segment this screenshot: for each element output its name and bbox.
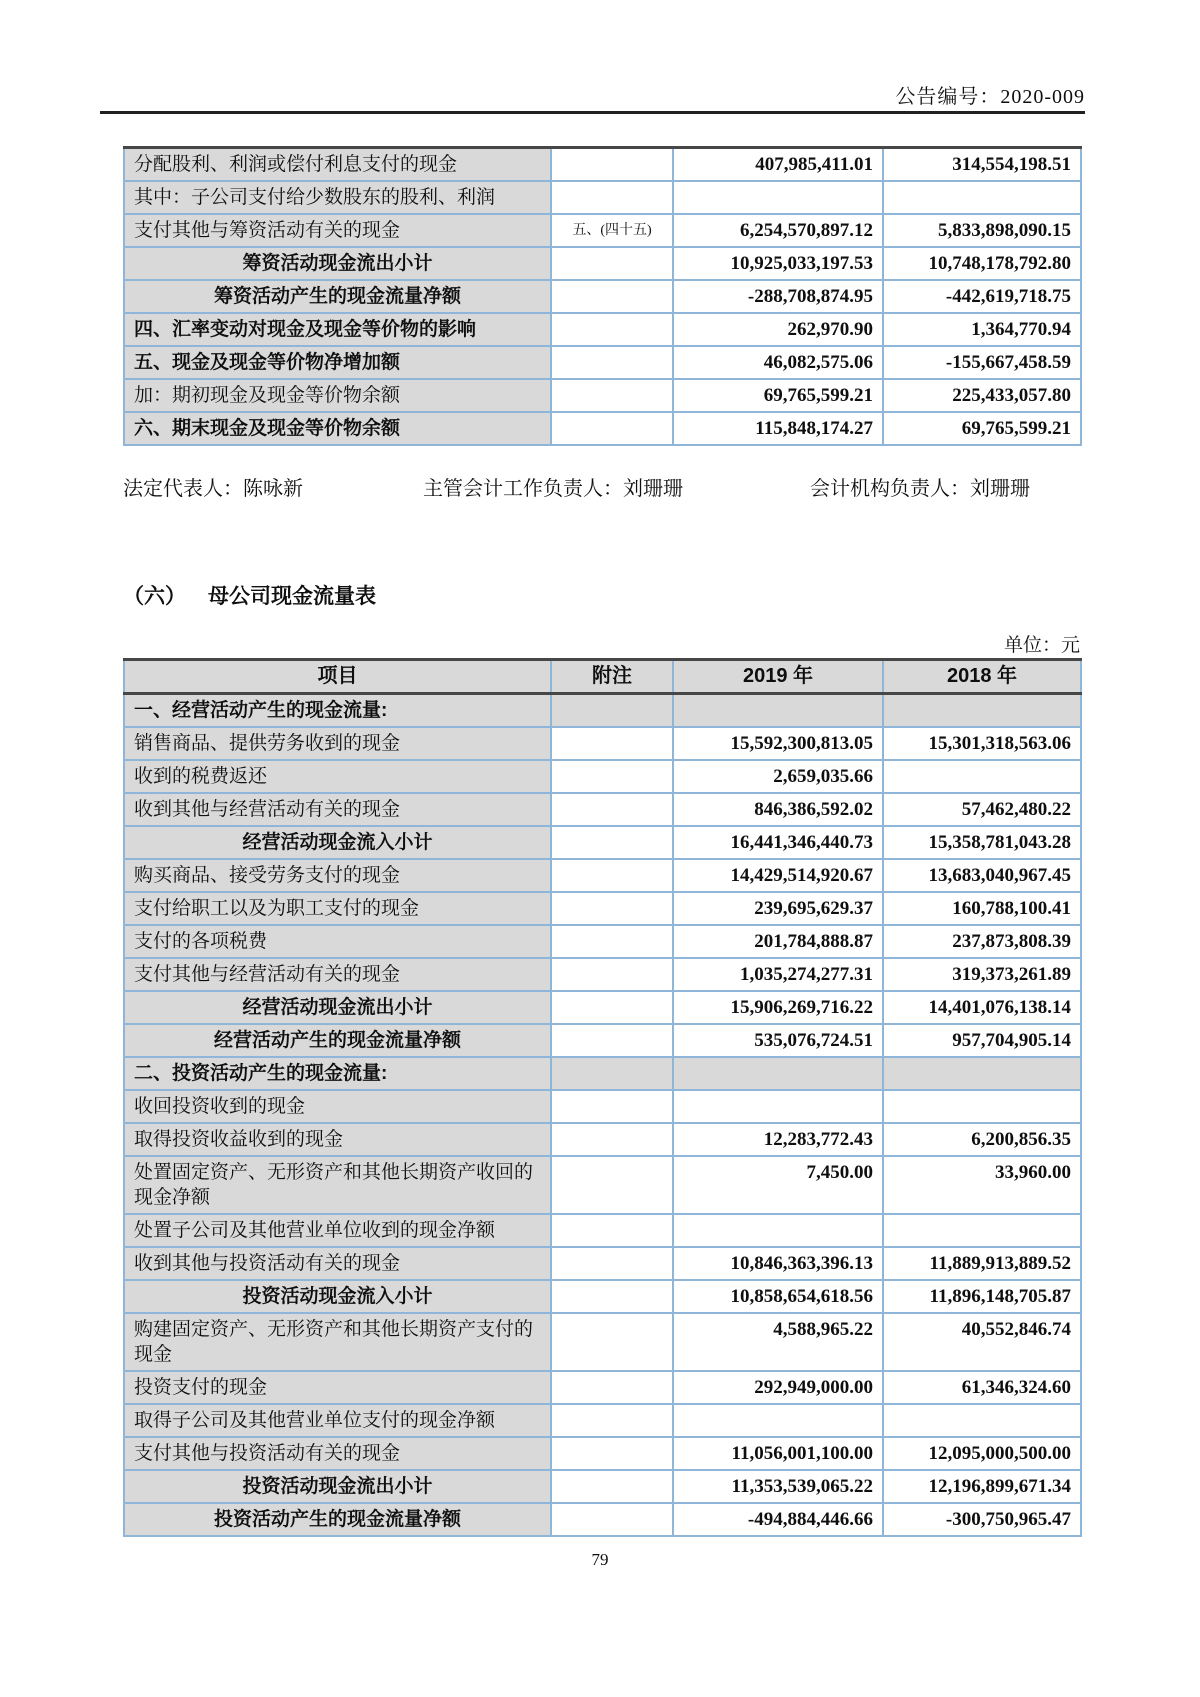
item-label: 购建固定资产、无形资产和其他长期资产支付的现金 — [124, 1313, 551, 1371]
value-2019: 407,985,411.01 — [673, 148, 883, 182]
item-label: 收到其他与投资活动有关的现金 — [124, 1247, 551, 1280]
announcement-number: 公告编号：2020-009 — [895, 86, 1085, 108]
table-row — [124, 1156, 1081, 1214]
value-2018: 15,358,781,043.28 — [883, 826, 1081, 859]
item-label: 支付其他与投资活动有关的现金 — [124, 1437, 551, 1470]
table-row — [124, 280, 1081, 313]
note-reference — [551, 1156, 673, 1214]
value-2018: 1,364,770.94 — [883, 313, 1081, 346]
table-row — [124, 346, 1081, 379]
value-2018: -300,750,965.47 — [883, 1503, 1081, 1536]
value-2019: 11,353,539,065.22 — [673, 1470, 883, 1503]
table-row — [124, 1057, 1081, 1090]
item-label: 销售商品、提供劳务收到的现金 — [124, 727, 551, 760]
table-row — [124, 1247, 1081, 1280]
value-2019: 16,441,346,440.73 — [673, 826, 883, 859]
table-row — [124, 892, 1081, 925]
value-2018 — [883, 1057, 1081, 1090]
value-2019: 2,659,035.66 — [673, 760, 883, 793]
item-label: 一、经营活动产生的现金流量: — [124, 694, 551, 728]
table-row — [124, 1470, 1081, 1503]
value-2019: 7,450.00 — [673, 1156, 883, 1214]
value-2018: 57,462,480.22 — [883, 793, 1081, 826]
note-reference: 五、(四十五) — [551, 214, 673, 247]
value-2018: 13,683,040,967.45 — [883, 859, 1081, 892]
value-2019 — [673, 1214, 883, 1247]
item-label: 投资活动现金流入小计 — [124, 1280, 551, 1313]
value-2018 — [883, 760, 1081, 793]
value-2019: 239,695,629.37 — [673, 892, 883, 925]
value-2018: 10,748,178,792.80 — [883, 247, 1081, 280]
table-row — [124, 826, 1081, 859]
signature-line — [123, 472, 1080, 498]
table-row — [124, 412, 1081, 445]
value-2018: 11,889,913,889.52 — [883, 1247, 1081, 1280]
item-label: 支付的各项税费 — [124, 925, 551, 958]
value-2019: 14,429,514,920.67 — [673, 859, 883, 892]
value-2019: 535,076,724.51 — [673, 1024, 883, 1057]
note-reference — [551, 1057, 673, 1090]
value-2018: 11,896,148,705.87 — [883, 1280, 1081, 1313]
item-label: 筹资活动现金流出小计 — [124, 247, 551, 280]
value-2018: 15,301,318,563.06 — [883, 727, 1081, 760]
note-reference — [551, 1247, 673, 1280]
column-header-2019: 2019 年 — [673, 660, 883, 694]
section-title — [123, 580, 376, 610]
value-2019: 15,592,300,813.05 — [673, 727, 883, 760]
value-2019: 11,056,001,100.00 — [673, 1437, 883, 1470]
value-2019: 69,765,599.21 — [673, 379, 883, 412]
item-label: 加：期初现金及现金等价物余额 — [124, 379, 551, 412]
table-row — [124, 181, 1081, 214]
note-reference — [551, 1503, 673, 1536]
table-row — [124, 148, 1081, 182]
table-row — [124, 1024, 1081, 1057]
financing-cashflow-table-continued — [123, 146, 1082, 446]
value-2019: 201,784,888.87 — [673, 925, 883, 958]
table-row — [124, 1437, 1081, 1470]
note-reference — [551, 247, 673, 280]
item-label: 二、投资活动产生的现金流量: — [124, 1057, 551, 1090]
value-2019: 1,035,274,277.31 — [673, 958, 883, 991]
column-header-note: 附注 — [551, 660, 673, 694]
note-reference — [551, 1371, 673, 1404]
section-title-text: 母公司现金流量表 — [208, 585, 376, 608]
note-reference — [551, 958, 673, 991]
item-label: 处置固定资产、无形资产和其他长期资产收回的现金净额 — [124, 1156, 551, 1214]
item-label: 六、期末现金及现金等价物余额 — [124, 412, 551, 445]
item-label: 支付给职工以及为职工支付的现金 — [124, 892, 551, 925]
value-2019: 262,970.90 — [673, 313, 883, 346]
table-row — [124, 925, 1081, 958]
note-reference — [551, 694, 673, 728]
value-2018: 12,196,899,671.34 — [883, 1470, 1081, 1503]
item-label: 取得投资收益收到的现金 — [124, 1123, 551, 1156]
note-reference — [551, 892, 673, 925]
note-reference — [551, 991, 673, 1024]
table-row — [124, 991, 1081, 1024]
value-2019: 4,588,965.22 — [673, 1313, 883, 1371]
item-label: 支付其他与筹资活动有关的现金 — [124, 214, 551, 247]
item-label: 投资支付的现金 — [124, 1371, 551, 1404]
table-row — [124, 1404, 1081, 1437]
note-reference — [551, 826, 673, 859]
note-reference — [551, 793, 673, 826]
value-2019 — [673, 694, 883, 728]
table-row — [124, 1090, 1081, 1123]
note-reference — [551, 1404, 673, 1437]
value-2018: 957,704,905.14 — [883, 1024, 1081, 1057]
table-row — [124, 859, 1081, 892]
value-2018: -442,619,718.75 — [883, 280, 1081, 313]
note-reference — [551, 1123, 673, 1156]
table-row — [124, 793, 1081, 826]
table-row — [124, 1371, 1081, 1404]
table-row — [124, 1503, 1081, 1536]
value-2018 — [883, 694, 1081, 728]
note-reference — [551, 925, 673, 958]
note-reference — [551, 1214, 673, 1247]
unit-label: 单位：元 — [1003, 635, 1080, 656]
table-row — [124, 1280, 1081, 1313]
value-2018 — [883, 1214, 1081, 1247]
value-2018 — [883, 1404, 1081, 1437]
item-label: 其中：子公司支付给少数股东的股利、利润 — [124, 181, 551, 214]
item-label: 投资活动产生的现金流量净额 — [124, 1503, 551, 1536]
item-label: 收到的税费返还 — [124, 760, 551, 793]
table-row — [124, 1214, 1081, 1247]
chief-accounting-officer: 主管会计工作负责人：刘珊珊 — [423, 478, 683, 500]
note-reference — [551, 313, 673, 346]
value-2018: 160,788,100.41 — [883, 892, 1081, 925]
table-row — [124, 958, 1081, 991]
value-2018: 6,200,856.35 — [883, 1123, 1081, 1156]
table-row — [124, 1313, 1081, 1371]
item-label: 经营活动现金流出小计 — [124, 991, 551, 1024]
value-2019 — [673, 1090, 883, 1123]
table-row — [124, 313, 1081, 346]
note-reference — [551, 181, 673, 214]
value-2019: 10,846,363,396.13 — [673, 1247, 883, 1280]
value-2019 — [673, 181, 883, 214]
value-2018: 225,433,057.80 — [883, 379, 1081, 412]
value-2018: 12,095,000,500.00 — [883, 1437, 1081, 1470]
table-row — [124, 214, 1081, 247]
note-reference — [551, 1470, 673, 1503]
column-header-2018: 2018 年 — [883, 660, 1081, 694]
table-row — [124, 727, 1081, 760]
item-label: 支付其他与经营活动有关的现金 — [124, 958, 551, 991]
value-2019: 846,386,592.02 — [673, 793, 883, 826]
parent-company-cashflow-table — [123, 658, 1082, 1537]
note-reference — [551, 379, 673, 412]
item-label: 投资活动现金流出小计 — [124, 1470, 551, 1503]
value-2019 — [673, 1057, 883, 1090]
value-2019: 15,906,269,716.22 — [673, 991, 883, 1024]
value-2018: 33,960.00 — [883, 1156, 1081, 1214]
note-reference — [551, 760, 673, 793]
item-label: 购买商品、接受劳务支付的现金 — [124, 859, 551, 892]
page-number: 79 — [591, 1550, 609, 1569]
note-reference — [551, 1437, 673, 1470]
table-row — [124, 247, 1081, 280]
value-2018: 319,373,261.89 — [883, 958, 1081, 991]
value-2018: 237,873,808.39 — [883, 925, 1081, 958]
table-row — [124, 694, 1081, 728]
item-label: 分配股利、利润或偿付利息支付的现金 — [124, 148, 551, 182]
value-2018: 314,554,198.51 — [883, 148, 1081, 182]
value-2019: 115,848,174.27 — [673, 412, 883, 445]
column-header-item: 项目 — [124, 660, 551, 694]
item-label: 收到其他与经营活动有关的现金 — [124, 793, 551, 826]
header-rule — [100, 111, 1085, 114]
legal-representative: 法定代表人：陈咏新 — [123, 478, 303, 500]
value-2019 — [673, 1404, 883, 1437]
value-2019: 6,254,570,897.12 — [673, 214, 883, 247]
item-label: 取得子公司及其他营业单位支付的现金净额 — [124, 1404, 551, 1437]
value-2018: 5,833,898,090.15 — [883, 214, 1081, 247]
item-label: 四、汇率变动对现金及现金等价物的影响 — [124, 313, 551, 346]
item-label: 五、现金及现金等价物净增加额 — [124, 346, 551, 379]
note-reference — [551, 727, 673, 760]
value-2018: 61,346,324.60 — [883, 1371, 1081, 1404]
note-reference — [551, 1090, 673, 1123]
note-reference — [551, 1313, 673, 1371]
value-2018 — [883, 1090, 1081, 1123]
value-2019: 10,925,033,197.53 — [673, 247, 883, 280]
note-reference — [551, 412, 673, 445]
value-2019: 292,949,000.00 — [673, 1371, 883, 1404]
value-2019: 46,082,575.06 — [673, 346, 883, 379]
item-label: 处置子公司及其他营业单位收到的现金净额 — [124, 1214, 551, 1247]
table-row — [124, 379, 1081, 412]
header-row — [124, 660, 1081, 694]
item-label: 收回投资收到的现金 — [124, 1090, 551, 1123]
note-reference — [551, 1024, 673, 1057]
value-2019: 12,283,772.43 — [673, 1123, 883, 1156]
note-reference — [551, 1280, 673, 1313]
note-reference — [551, 859, 673, 892]
note-reference — [551, 346, 673, 379]
value-2018: 40,552,846.74 — [883, 1313, 1081, 1371]
table-row — [124, 1123, 1081, 1156]
value-2018: 69,765,599.21 — [883, 412, 1081, 445]
value-2018: -155,667,458.59 — [883, 346, 1081, 379]
accounting-dept-head: 会计机构负责人：刘珊珊 — [810, 478, 1030, 500]
item-label: 筹资活动产生的现金流量净额 — [124, 280, 551, 313]
item-label: 经营活动现金流入小计 — [124, 826, 551, 859]
value-2019: -288,708,874.95 — [673, 280, 883, 313]
section-number: （六） — [123, 585, 186, 608]
item-label: 经营活动产生的现金流量净额 — [124, 1024, 551, 1057]
value-2019: 10,858,654,618.56 — [673, 1280, 883, 1313]
table-row — [124, 760, 1081, 793]
value-2018: 14,401,076,138.14 — [883, 991, 1081, 1024]
note-reference — [551, 280, 673, 313]
value-2019: -494,884,446.66 — [673, 1503, 883, 1536]
note-reference — [551, 148, 673, 182]
value-2018 — [883, 181, 1081, 214]
